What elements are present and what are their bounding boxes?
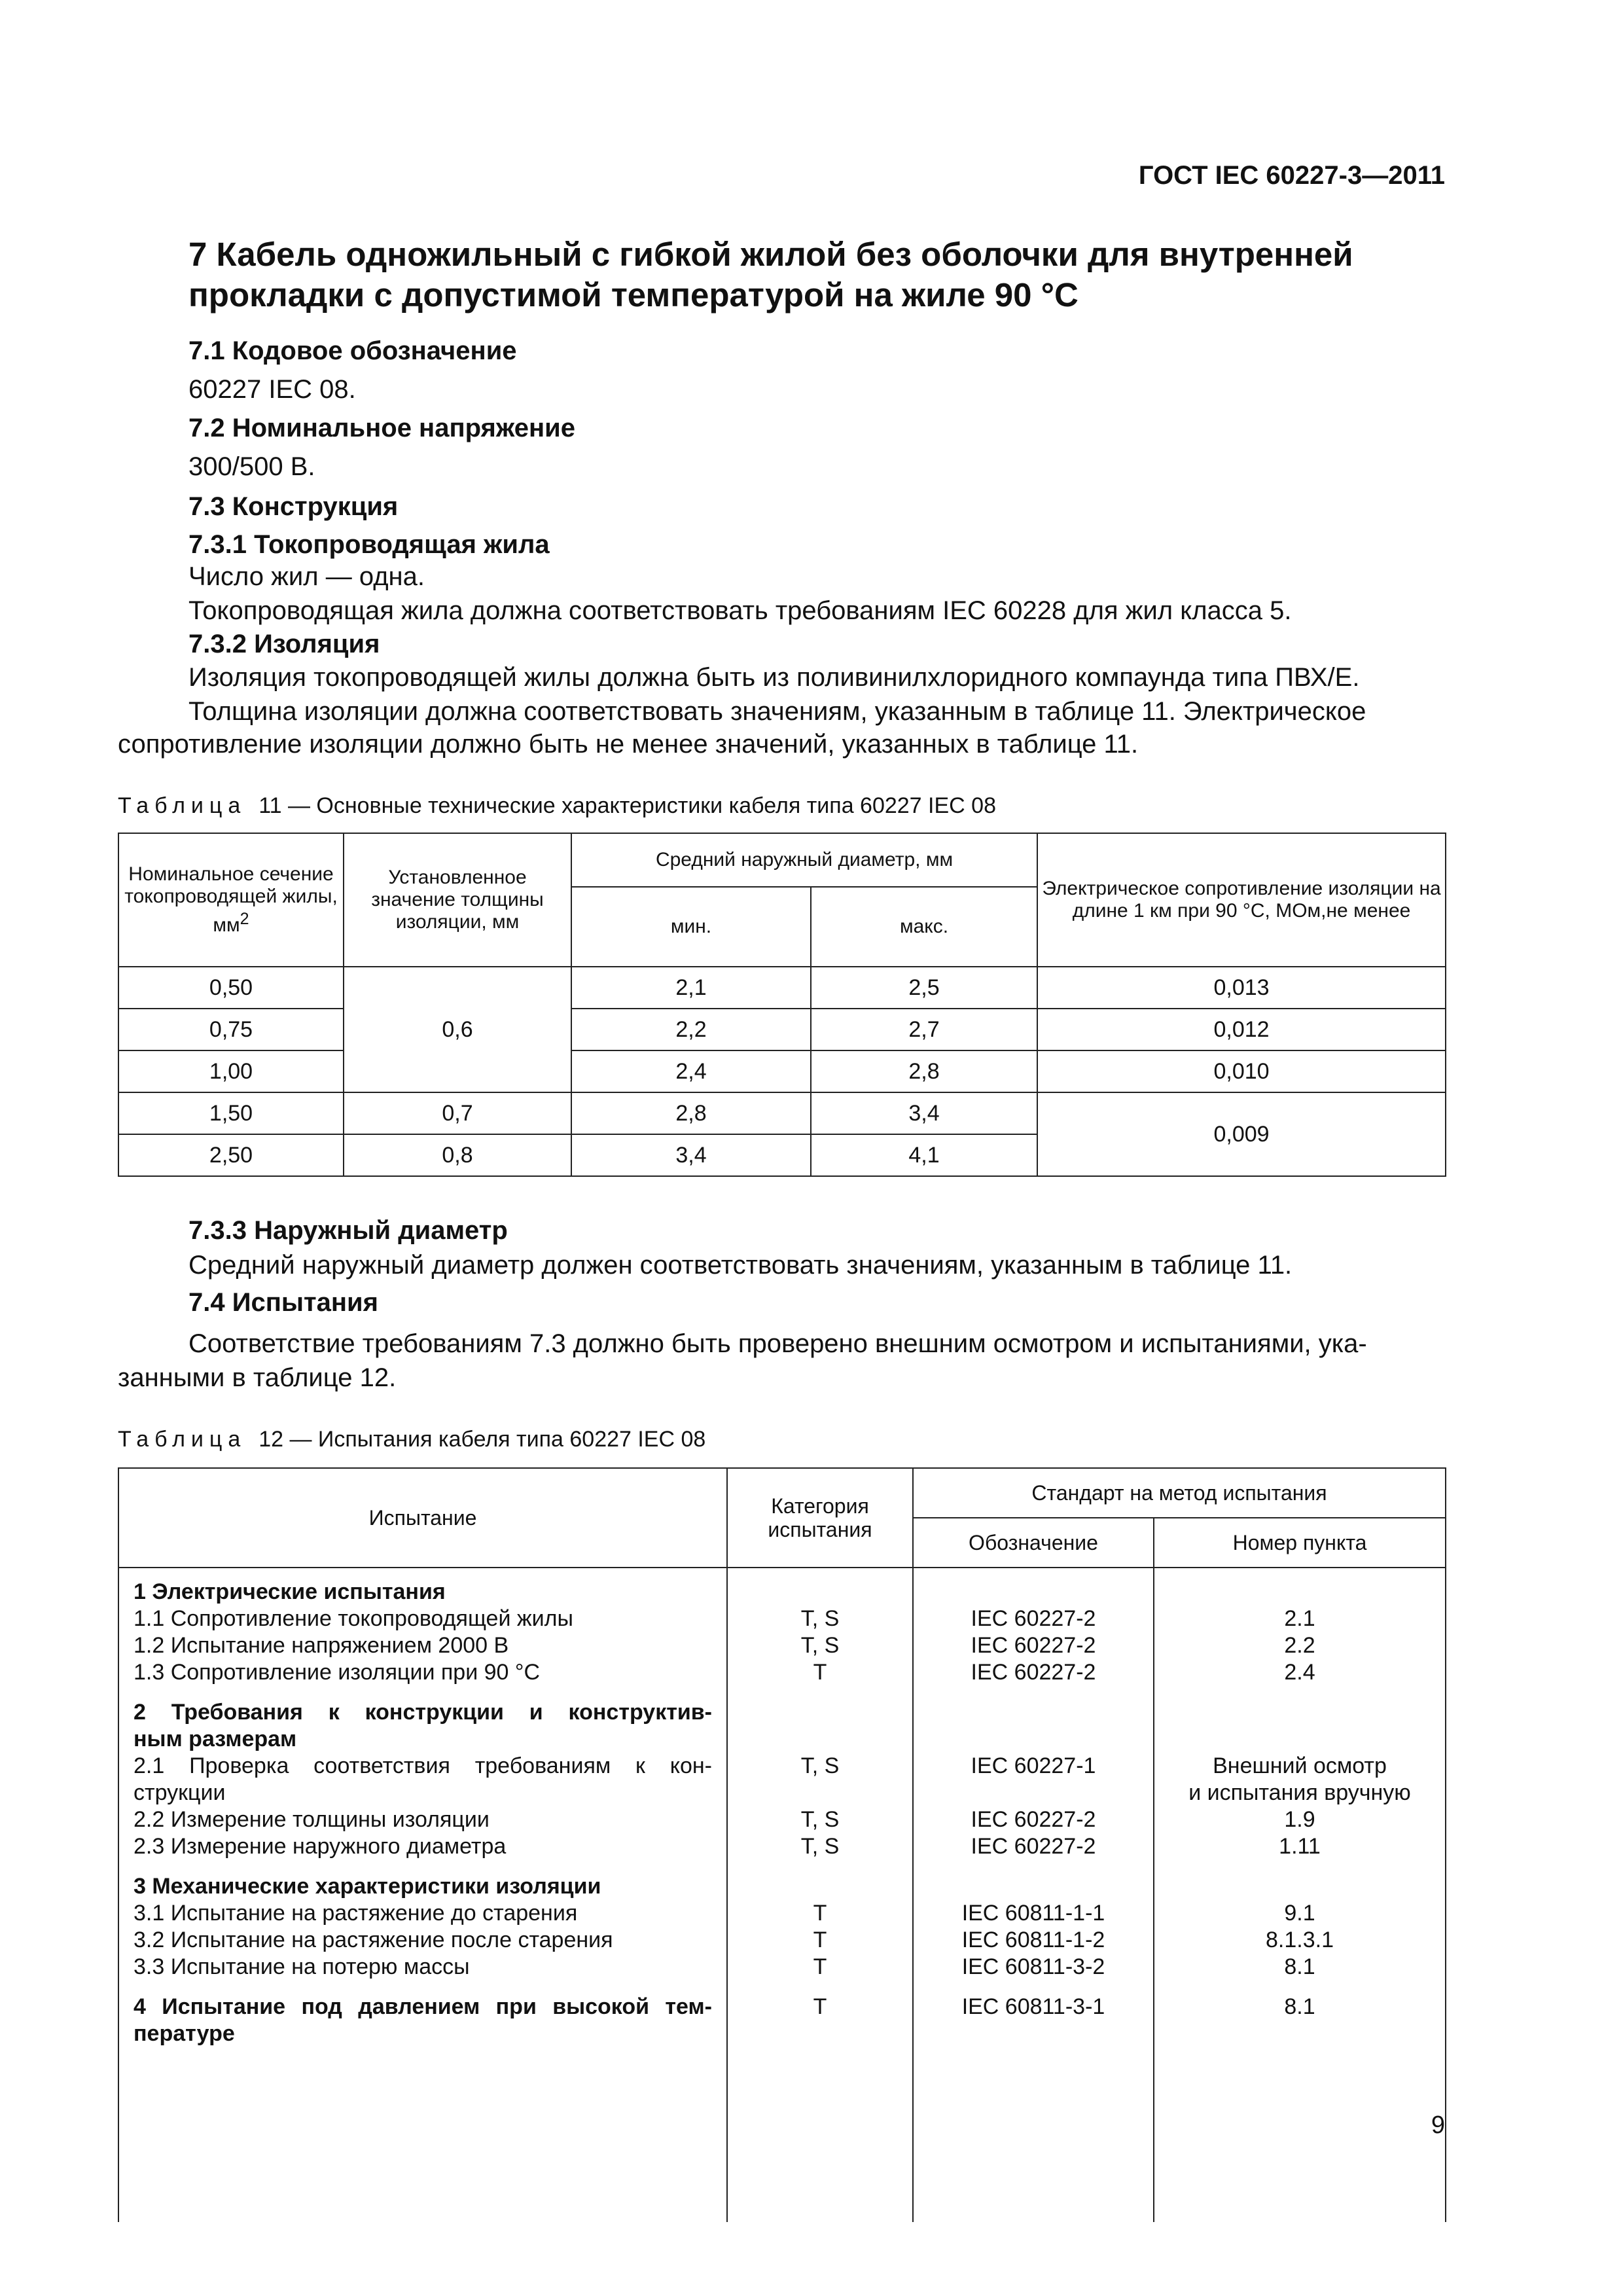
t11-resistance-merged: 0,009 xyxy=(1037,1092,1446,1176)
t11-header-min: мин. xyxy=(571,887,811,967)
section-title: 7 Кабель одножильный с гибкой жилой без оболочки для внутренней прокладки с допустимой температурой на жиле 90 °С xyxy=(188,236,1353,314)
t11-header-section: Номинальное сечение токопроводящей жилы, $мм^2$ xyxy=(118,833,344,967)
table-row: 1,50 0,7 2,8 3,4 0,009 xyxy=(118,1092,1446,1134)
t11-header-max: макс. xyxy=(811,887,1037,967)
table-row: 0,50 0,6 2,1 2,5 0,013 xyxy=(118,967,1446,1009)
table-11 xyxy=(118,833,1446,1177)
t12-header-category: Категория испытания xyxy=(727,1468,913,1568)
text-7-3-1-b: Токопроводящая жила должна соответствовать требованиям IEC 60228 для жил класса 5. xyxy=(188,596,1292,625)
text-7-4-a: Соответствие требованиям 7.3 должно быть проверено внешним осмотром и испытаниями, ука- xyxy=(188,1329,1367,1358)
heading-7-3-2: 7.3.2 Изоляция xyxy=(188,630,380,658)
text-7-1: 60227 IEC 08. xyxy=(188,375,356,404)
text-7-3-3: Средний наружный диаметр должен соответствовать значениям, указанным в таблице 11. xyxy=(188,1251,1293,1280)
heading-7-4: 7.4 Испытания xyxy=(188,1288,378,1317)
t11-thickness-merged: 0,6 xyxy=(344,967,571,1092)
t11-header-diameter: Средний наружный диаметр, мм xyxy=(571,833,1037,887)
text-7-2: 300/500 В. xyxy=(188,452,315,481)
heading-7-1: 7.1 Кодовое обозначение xyxy=(188,336,517,365)
table-row: 0,75 2,2 2,7 0,012 xyxy=(118,1009,1446,1050)
heading-7-3: 7.3 Конструкция xyxy=(188,492,399,521)
t12-header-standard: Стандарт на метод испытания xyxy=(913,1468,1446,1518)
text-7-3-1-a: Число жил — одна. xyxy=(188,562,425,591)
table-row xyxy=(118,1568,1446,2222)
t12-clause-column: 2.1 2.2 2.4 Внешний осмотр и испытания вручную 1.9 1.11 9.1 8.1.3.1 8.1 8.1 xyxy=(1154,1568,1446,2222)
document-code: ГОСТ IEC 60227-3—2011 xyxy=(1138,161,1445,190)
heading-7-2: 7.2 Номинальное напряжение xyxy=(188,414,575,442)
t12-header-clause: Номер пункта xyxy=(1154,1518,1446,1568)
table-row: 1,00 2,4 2,8 0,010 xyxy=(118,1050,1446,1092)
t11-header-resistance: Электрическое сопротивление изоляции на длине 1 км при 90 °С, МОм,не менее xyxy=(1037,833,1446,967)
heading-7-3-3: 7.3.3 Наружный диаметр xyxy=(188,1216,508,1245)
heading-7-3-1: 7.3.1 Токопроводящая жила xyxy=(188,530,550,559)
t12-header-test: Испытание xyxy=(118,1468,727,1568)
text-7-4-b: занными в таблице 12. xyxy=(118,1363,397,1392)
t12-category-column: Т, S Т, S Т Т, S Т, S Т, S Т Т Т Т xyxy=(727,1568,913,2222)
text-7-3-2-a: Изоляция токопроводящей жилы должна быть из поливинилхлоридного компаунда типа ПВХ/Е. xyxy=(188,663,1360,692)
table11-caption: Таблица 11 — Основные технические характеристики кабеля типа 60227 IEC 08 xyxy=(118,793,996,818)
t12-test-column: 1 Электрические испытания 1.1 Сопротивление токопроводящей жилы 1.2 Испытание напряжением 2000 В 1.3 Сопротивление изоляции при 90 °С 2 Требования к конструкции и конструктив- ным размерам 2.1 Проверка соответствия требованиям к кон- струкции 2.2 Измерение толщины изоляции 2.3 Измерение наружного диаметра 3 Механические характеристики изоляции 3.1 Испытание на растяжение до старения 3.2 Испытание на растяжение после старения 3.3 Испытание на потерю массы 4 Испытание под давлением при высокой тем- пературе xyxy=(118,1568,727,2222)
text-7-3-2-c: сопротивление изоляции должно быть не менее значений, указанных в таблице 11. xyxy=(118,730,1139,759)
text-7-3-2-b: Толщина изоляции должна соответствовать значениям, указанным в таблице 11. Электрическое xyxy=(188,697,1366,726)
table12-caption: Таблица 12 — Испытания кабеля типа 60227 IEC 08 xyxy=(118,1427,706,1452)
t12-designation-column: IEC 60227-2 IEC 60227-2 IEC 60227-2 IEC 60227-1 IEC 60227-2 IEC 60227-2 IEC 60811-1-1 IEC 60811-1-2 IEC 60811-3-2 IEC 60811-3-1 xyxy=(913,1568,1154,2222)
page-number: 9 xyxy=(1431,2111,1445,2139)
t12-header-designation: Обозначение xyxy=(913,1518,1154,1568)
table-row: 2,50 0,8 3,4 4,1 xyxy=(118,1134,1446,1176)
t11-header-thickness: Установленное значение толщины изоляции, мм xyxy=(344,833,571,967)
table-12 xyxy=(118,1467,1446,2222)
